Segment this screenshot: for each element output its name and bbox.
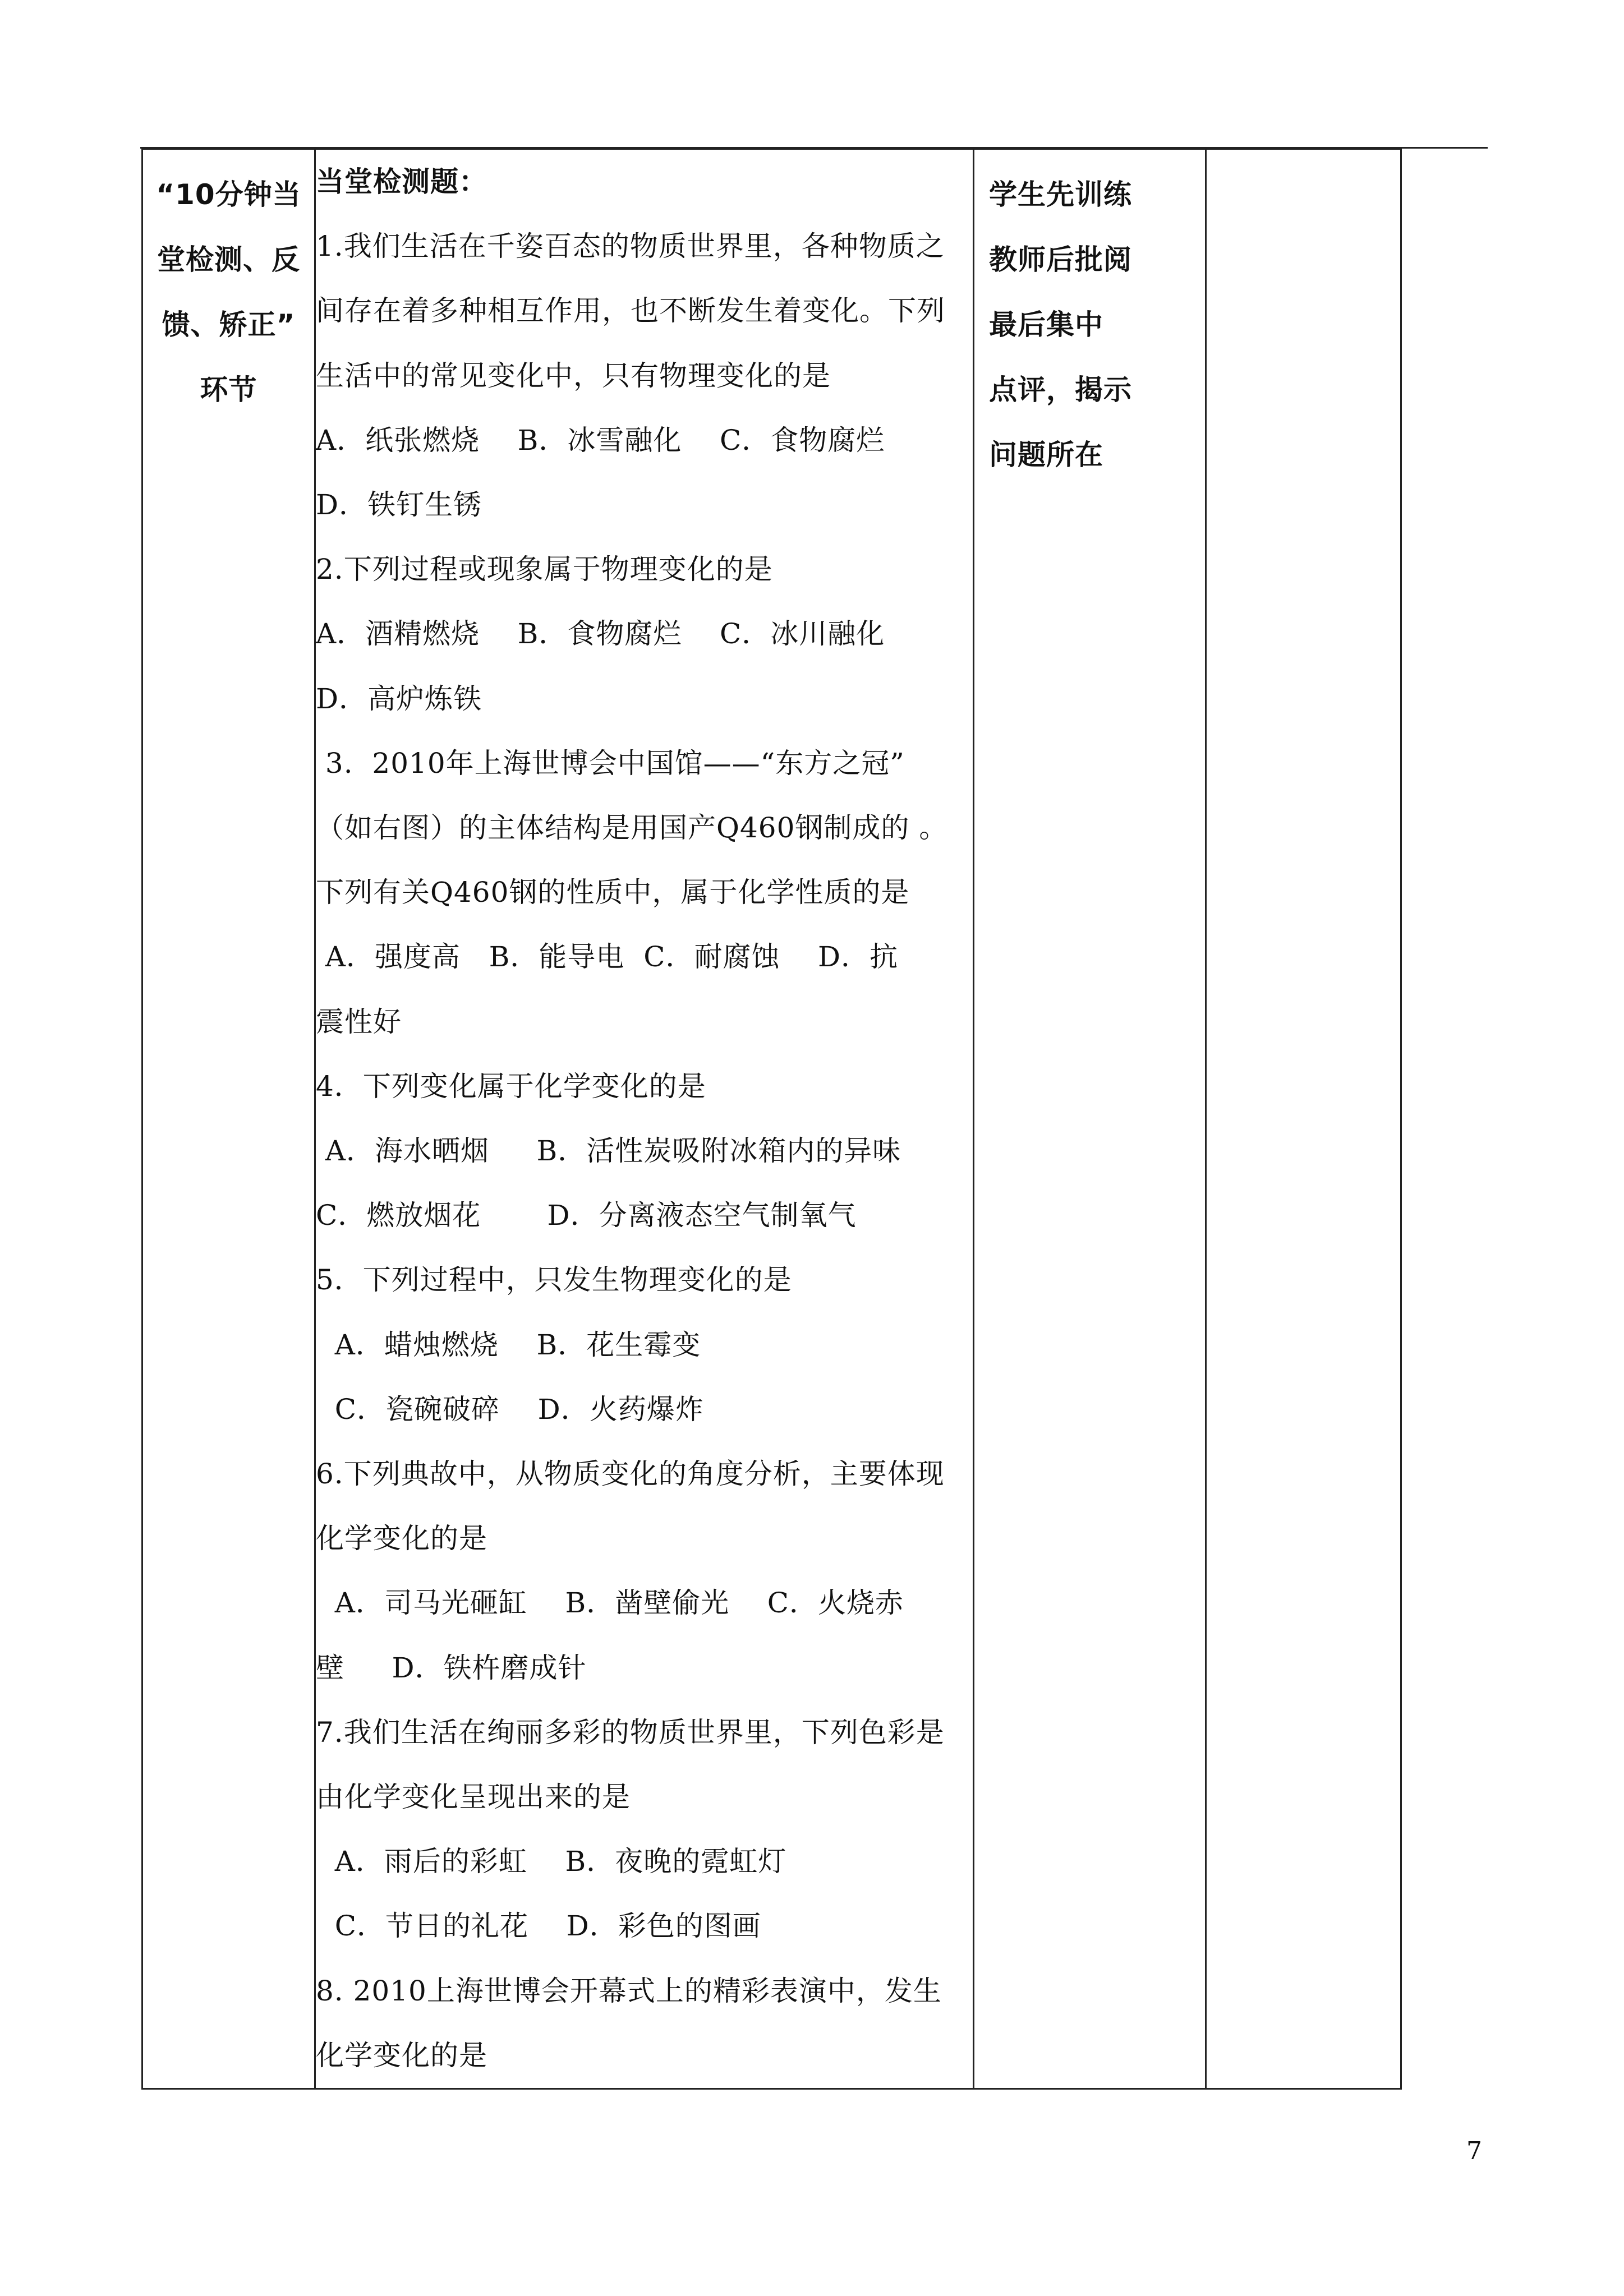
- method-line: 教师后批阅: [989, 243, 1132, 276]
- question-line: C．节日的礼花 D．彩色的图画: [316, 1910, 761, 1943]
- method-line: 最后集中: [989, 308, 1103, 341]
- stage-label: [143, 150, 314, 422]
- question-line: A．海水晒烟 B．活性炭吸附冰箱内的异味: [316, 1135, 901, 1168]
- question-line: A．蜡烛燃烧 B．花生霉变: [316, 1328, 701, 1361]
- stage-line: 环节: [200, 374, 257, 406]
- stage-line: 堂检测、反: [157, 243, 300, 276]
- question-line: D．高炉炼铁: [316, 682, 482, 715]
- method-line: 点评，揭示: [989, 374, 1132, 406]
- question-line: 5．下列过程中，只发生物理变化的是: [316, 1264, 792, 1297]
- question-line: A．司马光砸缸 B．凿壁偷光 C．火烧赤: [316, 1587, 904, 1620]
- content-heading: 当堂检测题：: [316, 165, 487, 198]
- table-row: [142, 149, 1401, 2089]
- question-line: A．酒精燃烧 B．食物腐烂 C．冰川融化: [316, 617, 885, 651]
- page-number: 7: [1466, 2137, 1482, 2165]
- question-line: A．纸张燃烧 B．冰雪融化 C．食物腐烂: [316, 423, 885, 457]
- question-line: 1.我们生活在千姿百态的物质世界里，各种物质之: [316, 230, 945, 263]
- content-cell: [315, 149, 974, 2089]
- question-line: 2.下列过程或现象属于物理变化的是: [316, 553, 773, 586]
- lesson-plan-table: [141, 148, 1402, 2090]
- question-line: 7.我们生活在绚丽多彩的物质世界里，下列色彩是: [316, 1716, 945, 1749]
- question-line: 4．下列变化属于化学变化的是: [316, 1069, 706, 1103]
- question-line: A．雨后的彩虹 B．夜晚的霓虹灯: [316, 1845, 787, 1878]
- question-line: 壁 D．铁杵磨成针: [316, 1651, 587, 1684]
- stage-line: “10分钟当: [156, 178, 301, 211]
- question-line: C．燃放烟花 D．分离液态空气制氧气: [316, 1199, 857, 1232]
- question-line: 由化学变化呈现出来的是: [316, 1781, 631, 1814]
- method-line: 学生先训练: [989, 178, 1132, 211]
- question-line: （如右图）的主体结构是用国产Q460钢制成的 。: [316, 812, 948, 845]
- question-line: C．瓷碗破碎 D．火药爆炸: [316, 1393, 704, 1426]
- method-line: 问题所在: [989, 439, 1103, 471]
- note-cell: [1206, 149, 1401, 2089]
- question-line: 下列有关Q460钢的性质中，属于化学性质的是: [316, 876, 910, 909]
- question-line: 8. 2010上海世博会开幕式上的精彩表演中，发生: [316, 1974, 942, 2007]
- stage-line: 馈、矫正”: [162, 308, 296, 341]
- question-line: 化学变化的是: [316, 2039, 487, 2072]
- question-line: D．铁钉生锈: [316, 488, 482, 522]
- question-line: 化学变化的是: [316, 1522, 487, 1555]
- question-list: [316, 214, 973, 2088]
- question-line: A．强度高 B．能导电 C．耐腐蚀 D．抗: [316, 940, 899, 974]
- stage-cell: [142, 149, 315, 2089]
- question-line: 生活中的常见变化中，只有物理变化的是: [316, 359, 831, 392]
- question-line: 间存在着多种相互作用，也不断发生着变化。下列: [316, 294, 945, 328]
- question-line: 3. 2010年上海世博会中国馆——“东方之冠”: [316, 746, 905, 780]
- method-label: [974, 150, 1205, 487]
- question-line: 震性好: [316, 1005, 402, 1038]
- question-line: 6.下列典故中，从物质变化的角度分析，主要体现: [316, 1458, 945, 1491]
- method-cell: [974, 149, 1206, 2089]
